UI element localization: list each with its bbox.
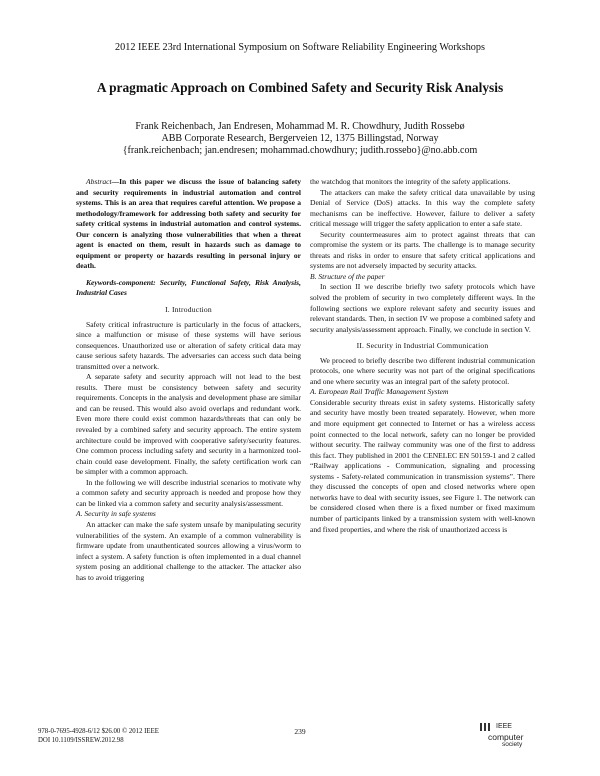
subsection-heading-structure: B. Structure of the paper: [310, 271, 385, 281]
left-column: [76, 177, 301, 583]
page-number: 239: [294, 727, 306, 736]
section-heading-industrial-communication: II. Security in Industrial Communication: [356, 341, 489, 351]
section-heading-introduction: I. Introduction: [165, 305, 212, 315]
author-emails: {frank.reichenbach; jan.endresen; mohammad.chowdhury; judith.rossebo}@no.abb.com: [122, 145, 478, 156]
paragraph: The attackers can make the safety critical data unavailable by using Denial of Service (DoS) attacks. In this way the complete safety mechanisms can be ineffective. However, failure to deliver a safety critical message will trigger the safety application to enter a safe state.: [310, 187, 535, 229]
paragraph: In the following we will describe industrial scenarios to motivate why a common safety and security approach is needed and propose how they can be linked via a common safety and security analysis/assessment.: [76, 477, 301, 508]
logo-text-top: IEEE: [496, 723, 512, 730]
paragraph: We proceed to briefly describe two different industrial communication protocols, one where security was not part of the original specifications and one where security was an integral part of the safety protocol.: [310, 355, 535, 386]
paragraph: A separate safety and security approach will not lead to the best results. There must be consistency between safety and security requirements. Concepts in the analysis and development phase are similar and can be reused. This would also avoid overlaps and redundant work. Even more there could exist common hazards/threats that can only be revealed by a combined safety and security approach. The entire system architecture could be improved with cooperative safety/security features. One common process including safety and security in a harmonized tool-chain could ease development. Finally, the safety certification work can be simpler with a common approach.: [76, 372, 301, 477]
paragraph: the watchdog that monitors the integrity of the safety applications.: [310, 177, 511, 186]
subsection-heading-security-in-safe-systems: A. Security in safe systems: [76, 509, 156, 519]
paragraph: Security countermeasures aim to protect against threats that can compromise the system or its parts. The challenge is to manage security threats and risks in order to ensure that safety critical applications and systems are not adversely impacted by security attacks.: [310, 229, 535, 271]
abstract: [76, 177, 301, 272]
author-list: Frank Reichenbach, Jan Endresen, Mohammad M. R. Chowdhury, Judith Rossebø: [135, 121, 465, 132]
abstract-text: —In this paper we discuss the issue of balancing safety and security requirements in industrial automation and control systems. This is an area that requires careful attention. We propose a methodology/framework for addressing both safety and security for safety critical systems in industrial automation and control systems. Our concern is analyzing those vulnerabilities that when a threat agent is enacted on them, result in hazards such as damage to equipment or property or hazards resulting in personal injury or death.: [76, 177, 301, 271]
paper-title: A pragmatic Approach on Combined Safety and Security Risk Analysis: [96, 80, 504, 95]
keywords: Keywords-component: Security, Functional Safety, Risk Analysis, Industrial Cases: [76, 277, 301, 298]
paragraph: Considerable security threats exist in safety systems. Historically safety and security have mostly been treated separately. However, when more and more equipment get connected to Internet or has a wireless access point connected to the local network, safety can no longer be provided without security. The railway community was one of the first to address this fact. They published in 2001 the CENELEC EN 50159-1 and 2 called “Railway applications - Communication, signaling and processing systems - Safety-related communication in transmission systems”. There they discussed the concepts of open and closed networks where open networks have to deal with security issues, see Figure 1. The network can be considered closed when there is a fixed number or fixed maximum number of participants linked by a transmission system with well-known and fixed properties, and where the risk of unauthorized access is: [310, 397, 535, 534]
abstract-label: Abstract: [86, 177, 112, 186]
right-column: [310, 177, 535, 535]
paragraph: In section II we describe briefly two safety protocols which have solved the problem of security in two completely different ways. In the following sections we explore relevant safety and security issues and relevant standards. Then, in section IV we propose a combined safety and security analysis/assessment approach. Finally, we conclude in section V.: [310, 282, 535, 334]
affiliation: ABB Corporate Research, Bergerveien 12, 1375 Billingstad, Norway: [161, 133, 439, 144]
ieee-computer-society-logo: [476, 721, 556, 749]
isbn-line: 978-0-7695-4928-6/12 $26.00 © 2012 IEEE: [38, 728, 159, 735]
logo-text-main: computer: [488, 732, 524, 742]
logo-text-bottom: society: [502, 741, 523, 748]
doi-line: DOI 10.1109/ISSREW.2012.98: [38, 737, 124, 744]
conference-header: 2012 IEEE 23rd International Symposium on Software Reliability Engineering Workshops: [115, 42, 485, 53]
paragraph: An attacker can make the safe system unsafe by manipulating security vulnerabilities of the system. An example of a common vulnerability is firmware update from unauthenticated sources allowing a virus/worm to infect a system. A safety function is often implemented in a dual channel system posing an additional challenge to the attacker. The attacker also has to avoid triggering: [76, 519, 301, 582]
subsection-heading-ertms: A. European Rail Traffic Management System: [310, 387, 449, 397]
paragraph: Safety critical infrastructure is particularly in the focus of attackers, since a malfunction or misuse of these systems will have serious consequences. Unauthorized use or alteration of safety critical data may cause serious safety hazards. The adversaries can access such data being transmitted over a network.: [76, 319, 301, 371]
logo-mark-icon: [480, 723, 490, 731]
